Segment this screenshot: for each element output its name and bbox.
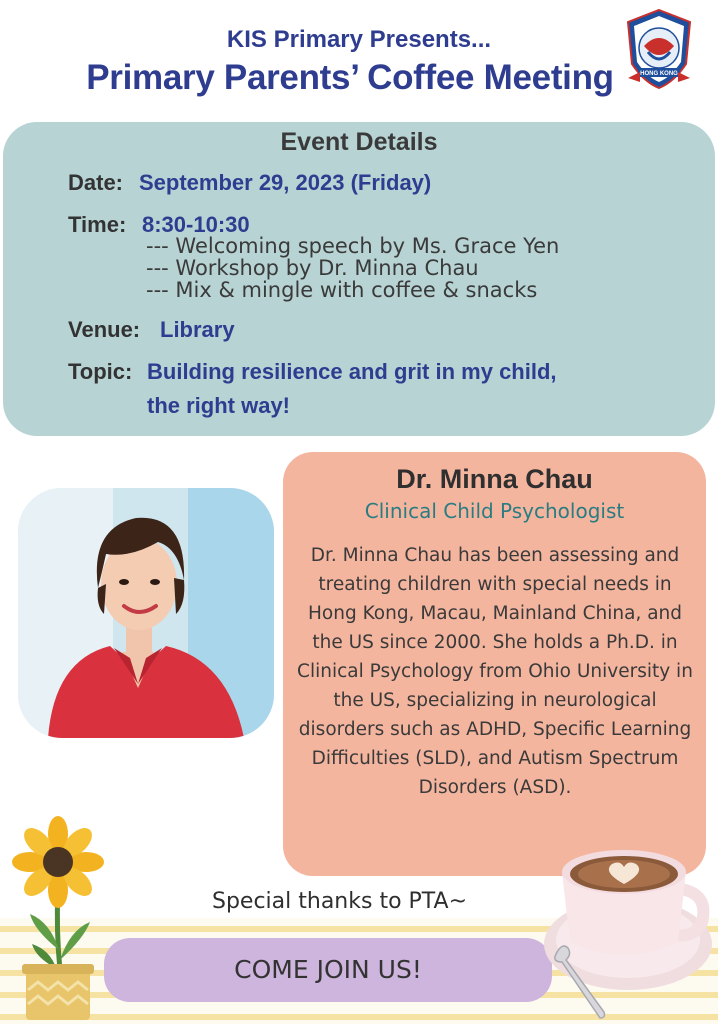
speaker-role: Clinical Child Psychologist — [364, 499, 625, 523]
speaker-portrait-icon — [18, 488, 274, 738]
time-label: Time: — [68, 212, 127, 237]
topic-value-line2: the right way! — [147, 393, 291, 418]
pre-title: KIS Primary Presents... — [226, 26, 492, 53]
come-join-us-button[interactable]: COME JOIN US! — [104, 938, 552, 1002]
thanks-text: Special thanks to PTA~ — [212, 889, 468, 914]
topic-label: Topic: — [68, 359, 133, 384]
page-title: Primary Parents’ Coffee Meeting — [86, 58, 614, 97]
agenda-item: --- Mix & mingle with coffee & snacks — [146, 278, 538, 302]
date-label: Date: — [68, 170, 124, 195]
school-logo — [624, 8, 694, 92]
agenda-item: --- Workshop by Dr. Minna Chau — [146, 256, 479, 280]
event-details-heading: Event Details — [280, 128, 438, 156]
speaker-name: Dr. Minna Chau — [396, 464, 593, 494]
logo-text: HONG KONG — [640, 71, 678, 77]
sunflower-icon — [6, 810, 116, 1024]
coffee-cup-icon — [532, 836, 718, 1024]
venue-value: Library — [160, 317, 235, 342]
topic-value-line1: Building resilience and grit in my child, — [147, 359, 557, 384]
speaker-bio: Dr. Minna Chau has been assessing and treating children with special needs in Hong Kong, Macau, Mainland China, and the US since 2000. She holds a Ph.D. in Clinical Psychology from Ohio University in the US, specializing in neurological disorders such as ADHD, Specific Learning Difficulties (SLD), and Autism Spectrum Disorders (ASD). — [297, 545, 693, 798]
venue-label: Venue: — [68, 317, 141, 342]
date-value: September 29, 2023 (Friday) — [139, 170, 432, 195]
speaker-photo — [18, 488, 274, 738]
agenda-item: --- Welcoming speech by Ms. Grace Yen — [146, 234, 560, 258]
time-value: 8:30-10:30 — [142, 212, 250, 237]
